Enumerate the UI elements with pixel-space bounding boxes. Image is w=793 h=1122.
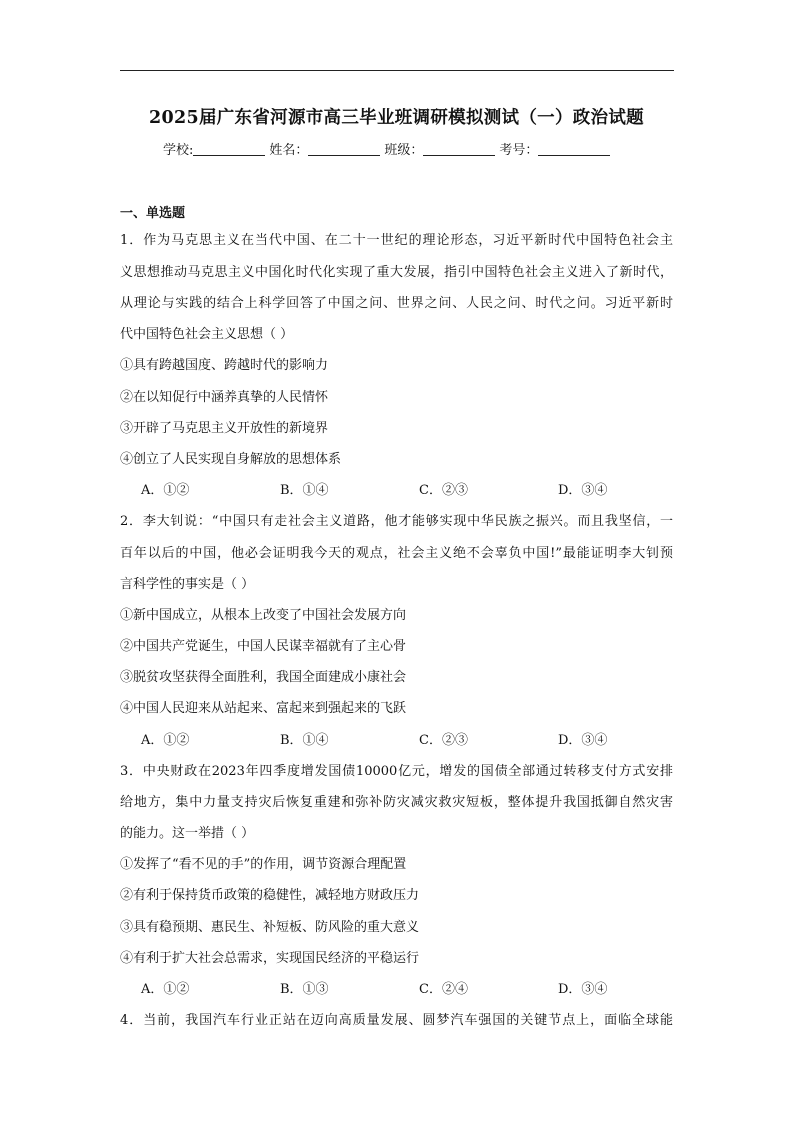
question-1-stem-line: 义思想推动马克思主义中国化时代化实现了重大发展，指引中国特色社会主义进入了新时代， [120, 265, 673, 280]
exam-number-blank [538, 143, 610, 156]
choice-d: D．③④ [558, 733, 608, 748]
school-label: 学校: [163, 143, 194, 158]
question-1-option: ③开辟了马克思主义开放性的新境界 [120, 421, 329, 436]
top-rule [120, 70, 674, 71]
page-title: 2025届广东省河源市高三毕业班调研模拟测试（一）政治试题 [149, 108, 644, 128]
choice-b: B．①③ [280, 982, 329, 997]
choice-a: A．①② [141, 982, 190, 997]
question-1-option: ①具有跨越国度、跨越时代的影响力 [120, 358, 329, 373]
section-heading: 一、单选题 [120, 206, 186, 221]
choice-b: B．①④ [280, 483, 329, 498]
question-2-choices [141, 729, 697, 748]
question-2-stem-line: 百年以后的中国，他必会证明我今天的观点，社会主义绝不会辜负中国!”最能证明李大钊预 [120, 546, 673, 561]
question-1-stem-line: 从理论与实践的结合上科学回答了中国之问、世界之问、人民之问、时代之问。习近平新时 [120, 296, 673, 311]
question-3-option: ②有利于保持货币政策的稳健性，减轻地方财政压力 [120, 888, 420, 903]
question-3-option: ①发挥了“看不见的手”的作用，调节资源合理配置 [120, 857, 407, 872]
student-info-row [163, 139, 614, 158]
question-1-stem-line: 代中国特色社会主义思想（ ） [120, 327, 294, 342]
question-3-stem-line: 的能力。这一举措（ ） [120, 826, 255, 841]
choice-c: C．②④ [419, 982, 468, 997]
choice-c: C．②③ [419, 483, 468, 498]
question-3-option: ④有利于扩大社会总需求，实现国民经济的平稳运行 [120, 951, 420, 966]
choice-d: D．③④ [558, 982, 608, 997]
class-label: 班级： [384, 143, 424, 158]
question-2-option: ③脱贫攻坚获得全面胜利，我国全面建成小康社会 [120, 670, 407, 685]
choice-b: B．①④ [280, 733, 329, 748]
question-4-stem-line: 4．当前，我国汽车行业正站在迈向高质量发展、圆梦汽车强国的关键节点上，面临全球能 [120, 1013, 673, 1028]
question-3-option: ③具有稳预期、惠民生、补短板、防风险的重大意义 [120, 920, 420, 935]
question-1-option: ②在以知促行中涵养真挚的人民情怀 [120, 390, 329, 405]
question-3-choices [141, 978, 697, 997]
question-2-stem-line: 2．李大钊说：“中国只有走社会主义道路，他才能够实现中华民族之振兴。而且我坚信，一 [120, 514, 673, 529]
question-2-option: ④中国人民迎来从站起来、富起来到强起来的飞跃 [120, 701, 407, 716]
class-blank [423, 143, 495, 156]
choice-c: C．②③ [419, 733, 468, 748]
choice-d: D．③④ [558, 483, 608, 498]
question-3-stem-line: 给地方，集中力量支持灾后恢复重建和弥补防灾减灾救灾短板，整体提升我国抵御自然灾害 [120, 795, 673, 810]
name-blank [308, 143, 380, 156]
question-3-stem-line: 3．中央财政在2023年四季度增发国债10000亿元，增发的国债全部通过转移支付方式安排 [120, 764, 673, 779]
question-2-stem-line: 言科学性的事实是（ ） [120, 577, 255, 592]
question-1-choices [141, 479, 697, 498]
choice-a: A．①② [141, 483, 190, 498]
name-label: 姓名： [269, 143, 309, 158]
question-1-option: ④创立了人民实现自身解放的思想体系 [120, 452, 342, 467]
choice-a: A．①② [141, 733, 190, 748]
school-blank [193, 143, 265, 156]
question-2-option: ②中国共产党诞生，中国人民谋幸福就有了主心骨 [120, 639, 407, 654]
question-2-option: ①新中国成立，从根本上改变了中国社会发展方向 [120, 608, 407, 623]
question-1-stem-line: 1．作为马克思主义在当代中国、在二十一世纪的理论形态，习近平新时代中国特色社会主 [120, 233, 673, 248]
exam-number-label: 考号： [499, 143, 539, 158]
